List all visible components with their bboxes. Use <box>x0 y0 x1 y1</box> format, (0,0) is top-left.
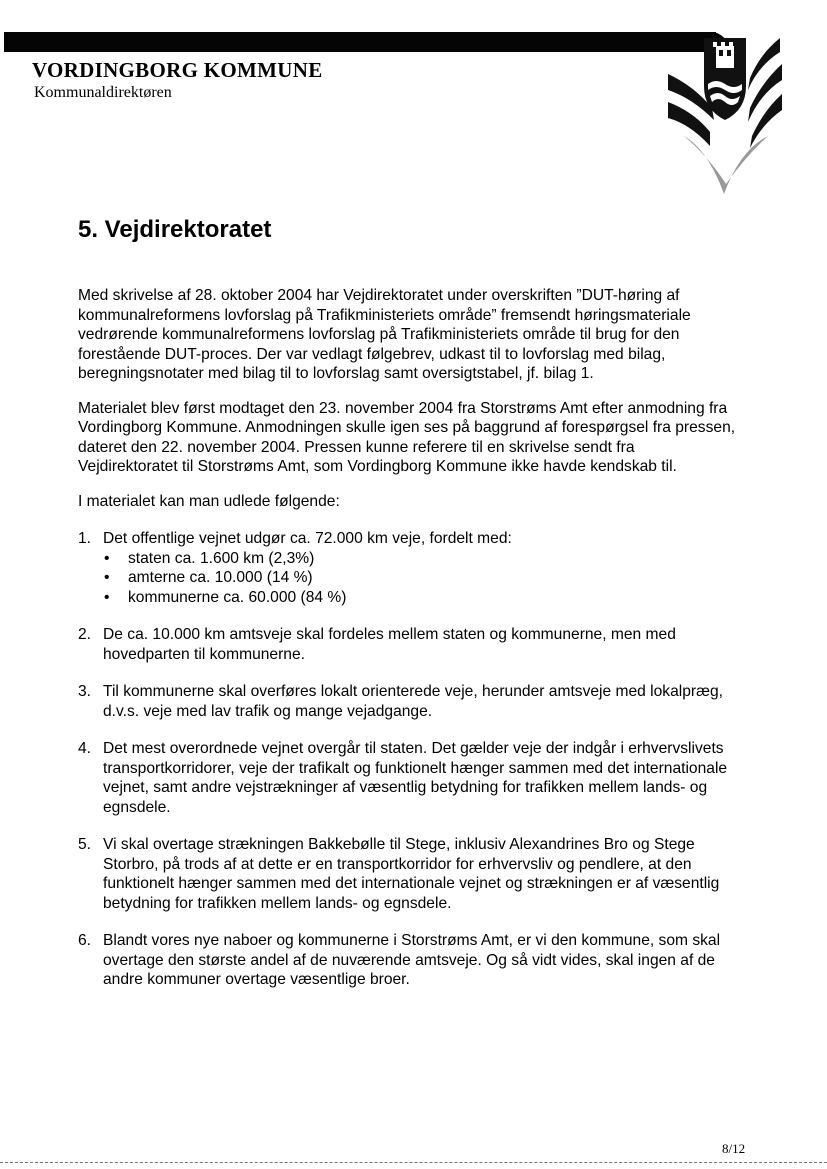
list-item-number: 6. <box>78 932 92 949</box>
list-item <box>78 739 738 817</box>
letterhead-bar <box>4 32 716 52</box>
list-item-number: 4. <box>78 740 92 757</box>
paragraph: Med skrivelse af 28. oktober 2004 har Vejdirektoratet under overskriften ”DUT-høring af kommunalreformens lovforslag på Trafikministeriets område” fremsendt høringsmateriale vedrørende kommunalreformens lovforslag på Trafikministeriets område til brug for den forestående DUT-proces. Der var vedlagt følgebrev, udkast til to lovforslag med bilag, beregningsnotater med bilag til to lovforslag samt oversigtstabel, jf. bilag 1. <box>78 287 691 382</box>
organization-name: VORDINGBORG KOMMUNE <box>32 58 323 82</box>
bullet-text: amterne ca. 10.000 (14 %) <box>128 569 313 586</box>
list-item <box>78 529 738 607</box>
list-item <box>78 682 738 721</box>
list-item-text: De ca. 10.000 km amtsveje skal fordeles mellem staten og kommunerne, men med hovedparten til kommunerne. <box>103 626 676 663</box>
paragraph: I materialet kan man udlede følgende: <box>78 492 340 510</box>
list-item-number: 5. <box>78 836 92 853</box>
list-item-number: 2. <box>78 626 92 643</box>
bullet-icon: • <box>104 588 110 606</box>
coat-of-arms-icon <box>664 24 784 196</box>
bullet-item <box>103 549 738 569</box>
list-item-text: Blandt vores nye naboer og kommunerne i Storstrøms Amt, er vi den kommune, som skal overtage den største andel af de nuværende amtsveje. Og så vidt vides, skal ingen af de andre kommuner overtage væsentlige broer. <box>103 932 721 988</box>
list-item-text: Det mest overordnede vejnet overgår til staten. Det gælder veje der indgår i erhvervslivets transportkorridorer, veje der trafikalt og funktionelt hænger sammen med det internationale vejnet, samt andre vejstrækninger af væsentlig betydning for trafikken mellem lands- og egnsdele. <box>103 740 728 816</box>
list-item-text: Til kommunerne skal overføres lokalt orienterede veje, herunder amtsveje med lokalpræg, d.v.s. veje med lav trafik og mange vejadgange. <box>103 683 723 720</box>
list-item <box>78 625 738 664</box>
list-item-number: 3. <box>78 683 92 700</box>
department-name: Kommunaldirektøren <box>34 84 172 101</box>
document-body <box>78 286 738 1008</box>
list-item-text: Det offentlige vejnet udgør ca. 72.000 km veje, fordelt med: <box>103 530 512 547</box>
page-number: 8/12 <box>722 1141 746 1156</box>
list-item <box>78 835 738 913</box>
section-title: 5. Vejdirektoratet <box>78 216 272 243</box>
numbered-list <box>78 529 738 990</box>
bullet-list <box>103 549 738 608</box>
paragraph: Materialet blev først modtaget den 23. november 2004 fra Storstrøms Amt efter anmodning fra Vordingborg Kommune. Anmodningen skulle igen ses på baggrund af forespørgsel fra pressen, dateret den 22. november 2004. Pressen kunne referere til en skrivelse sendt fra Vejdirektoratet til Storstrøms Amt, som Vordingborg Kommune ikke havde kendskab til. <box>78 399 736 475</box>
bullet-item <box>103 588 738 608</box>
bottom-divider <box>0 1162 827 1163</box>
bullet-icon: • <box>104 569 110 586</box>
bullet-text: kommunerne ca. 60.000 (84 %) <box>128 588 347 606</box>
list-item-number: 1. <box>78 530 92 547</box>
list-item-text: Vi skal overtage strækningen Bakkebølle til Stege, inklusiv Alexandrines Bro og Stege Storbro, på trods af at dette er en transportkorridor for erhvervsliv og pendlere, at den funktionelt hænger sammen med det internationale vejnet og strækningen er af væsentlig betydning for trafikken mellem lands- og egnsdele. <box>103 836 720 912</box>
bullet-icon: • <box>104 549 110 567</box>
list-item <box>78 931 738 990</box>
bullet-item <box>103 568 738 588</box>
bullet-text: staten ca. 1.600 km (2,3%) <box>128 549 315 567</box>
